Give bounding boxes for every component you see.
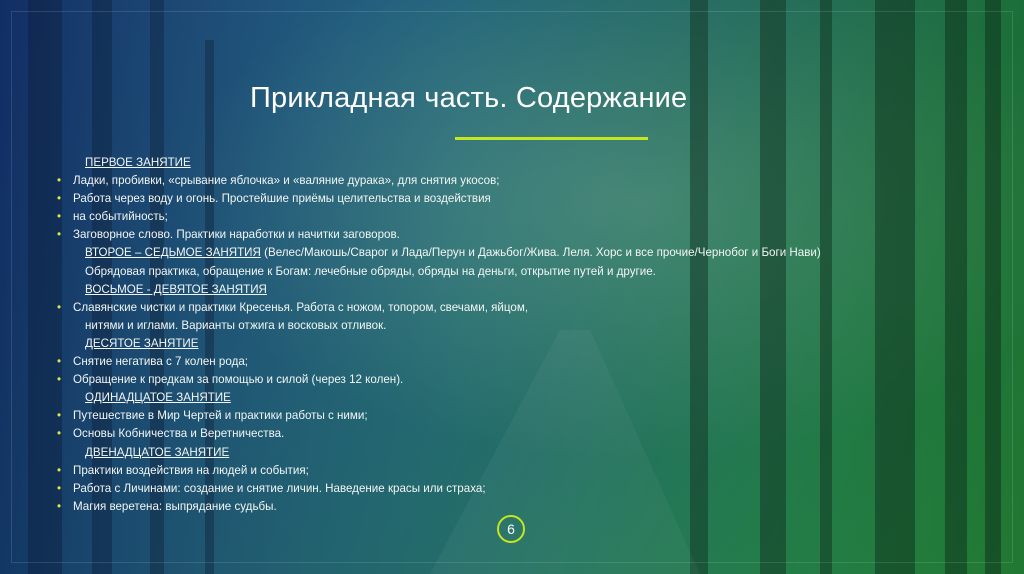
lesson-heading: ДВЕНАДЦАТОЕ ЗАНЯТИЕ — [85, 445, 230, 459]
list-item: • Работа с Личинами: создание и снятие личин. Наведение красы или страха; — [73, 480, 953, 498]
list-item: • Магия веретена: выпрядание судьбы. — [73, 498, 953, 516]
list-item: • Практики воздействия на людей и события; — [73, 462, 953, 480]
list-item: • Основы Кобничества и Веретничества. — [73, 425, 953, 443]
list-item: • Обращение к предкам за помощью и силой (через 12 колен). — [73, 371, 953, 389]
slide-title: Прикладная часть. Содержание — [250, 82, 688, 114]
lesson-heading: ОДИНАДЦАТОЕ ЗАНЯТИЕ — [85, 391, 231, 405]
lesson-heading: ДЕСЯТОЕ ЗАНЯТИЕ — [85, 336, 199, 350]
list-item-text: Обрядовая практика, обращение к Богам: лечебные обряды, обряды на деньги, открытие путей и другие. — [85, 264, 656, 278]
lesson-heading-row — [73, 244, 953, 262]
list-item-text: нитями и иглами. Варианты отжига и восковых отливок. — [85, 318, 387, 332]
list-item: • Славянские чистки и практики Кресенья. Работа с ножом, топором, свечами, яйцом, — [73, 299, 953, 317]
list-item: • Работа через воду и огонь. Простейшие приёмы целительства и воздействия — [73, 190, 953, 208]
title-underline — [455, 137, 648, 140]
lesson-heading: ПЕРВОЕ ЗАНЯТИЕ — [85, 156, 191, 169]
lesson-heading: ВОСЬМОЕ - ДЕВЯТОЕ ЗАНЯТИЯ — [85, 282, 267, 296]
lesson-heading-detail: (Велес/Макошь/Сварог и Лада/Перун и Дажьбог/Жива. Леля. Хорс и все прочие/Чернобог и Боги Нави) — [260, 246, 821, 260]
list-item: • Снятие негатива с 7 колен рода; — [73, 353, 953, 371]
page-number-badge: 6 — [497, 515, 525, 543]
list-item: • на событийность; — [73, 208, 953, 226]
content-list — [73, 154, 953, 516]
list-item: • Путешествие в Мир Чертей и практики работы с ними; — [73, 407, 953, 425]
list-item: • Заговорное слово. Практики наработки и начитки заговоров. — [73, 226, 953, 244]
lesson-heading: ВТОРОЕ – СЕДЬМОЕ ЗАНЯТИЯ — [85, 246, 261, 260]
list-item: • Ладки, пробивки, «срывание яблочка» и «валяние дурака», для снятия укосов; — [73, 172, 953, 190]
